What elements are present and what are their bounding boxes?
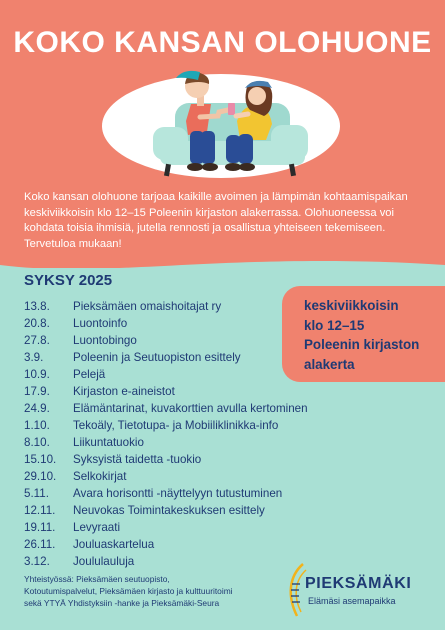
event-name: Levyraati: [73, 521, 121, 534]
event-list: [24, 298, 324, 570]
callout-line: keskiviikkoisin: [304, 298, 399, 313]
event-row: [24, 434, 324, 451]
event-name: Kirjaston e-aineistot: [73, 385, 175, 398]
footer-line: sekä YTYÄ Yhdistyksiin -hanke ja Pieksämäki-Seura: [24, 598, 220, 609]
season-heading: SYKSY 2025: [24, 272, 113, 289]
event-row: [24, 366, 324, 383]
callout-text: [304, 296, 419, 374]
event-name: Joululauluja: [73, 555, 135, 568]
event-name: Pelejä: [73, 368, 106, 381]
event-date: 19.11.: [24, 521, 56, 534]
partners-footer: [24, 573, 284, 610]
event-row: [24, 400, 324, 417]
event-name: Tekoäly, Tietotupa- ja Mobiiliklinikka-info: [73, 419, 279, 432]
logo-name: PIEKSÄMÄKI: [305, 575, 412, 592]
event-date: 15.10.: [24, 453, 57, 466]
event-name: Liikuntatuokio: [73, 436, 144, 449]
event-date: 20.8.: [24, 317, 50, 330]
event-name: Luontobingo: [73, 334, 137, 347]
event-date: 3.9.: [24, 351, 44, 364]
event-row: [24, 519, 324, 536]
event-row: [24, 298, 324, 315]
event-name: Pieksämäen omaishoitajat ry: [73, 300, 222, 313]
callout-line: alakerta: [304, 356, 355, 372]
intro-text: Koko kansan olohuone tarjoaa kaikille avoimen ja lämpimän kohtaamispaikan keskiviikkoisin klo 12–15 Poleenin kirjaston alakerrassa. Olohuoneessa voi kohdata toisia ihmisiä, jutella rennosti ja osallistua yhteiseen tekemiseen. Tervetuloa mukaan!: [24, 191, 408, 250]
event-date: 5.11.: [24, 487, 49, 500]
event-date: 3.12.: [24, 555, 50, 568]
page-title: KOKO KANSAN OLOHUONE: [13, 26, 432, 59]
footer-line: Kotoutumispalvelut, Pieksämäen kirjasto ja kulttuuritoimi: [24, 586, 233, 597]
event-name: Selkokirjat: [73, 470, 127, 483]
footer-line: Yhteistyössä: Pieksämäen seutuopisto,: [24, 574, 170, 584]
time-location-callout: [282, 286, 445, 382]
event-date: 26.11.: [24, 538, 56, 551]
event-date: 13.8.: [24, 300, 50, 313]
event-name: Elämäntarinat, kuvakorttien avulla kertominen: [73, 402, 308, 415]
event-name: Neuvokas Toimintakeskuksen esittely: [73, 504, 265, 517]
event-name: Luontoinfo: [73, 317, 128, 330]
couch-illustration: [0, 0, 445, 190]
event-date: 29.10.: [24, 470, 57, 483]
event-date: 24.9.: [24, 402, 50, 415]
event-row: [24, 553, 324, 570]
event-date: 17.9.: [24, 385, 50, 398]
event-row: [24, 468, 324, 485]
event-row: [24, 315, 324, 332]
event-row: [24, 332, 324, 349]
event-date: 10.9.: [24, 368, 50, 381]
event-row: [24, 536, 324, 553]
event-date: 1.10.: [24, 419, 50, 432]
event-date: 27.8.: [24, 334, 50, 347]
event-row: [24, 485, 324, 502]
event-name: Avara horisontti -näyttelyyn tutustuminen: [73, 487, 283, 500]
event-date: 8.10.: [24, 436, 50, 449]
event-row: [24, 502, 324, 519]
event-row: [24, 451, 324, 468]
event-row: [24, 349, 324, 366]
logo-tagline: Elämäsi asemapaikka: [308, 596, 396, 606]
event-name: Poleenin ja Seutuopiston esittely: [73, 351, 241, 364]
event-row: [24, 383, 324, 400]
event-date: 12.11.: [24, 504, 56, 517]
event-row: [24, 417, 324, 434]
event-name: Syksyistä taidetta -tuokio: [73, 453, 202, 466]
callout-line: klo 12–15: [304, 317, 365, 333]
callout-line: Poleenin kirjaston: [304, 337, 420, 352]
event-name: Jouluaskartelua: [73, 538, 155, 551]
